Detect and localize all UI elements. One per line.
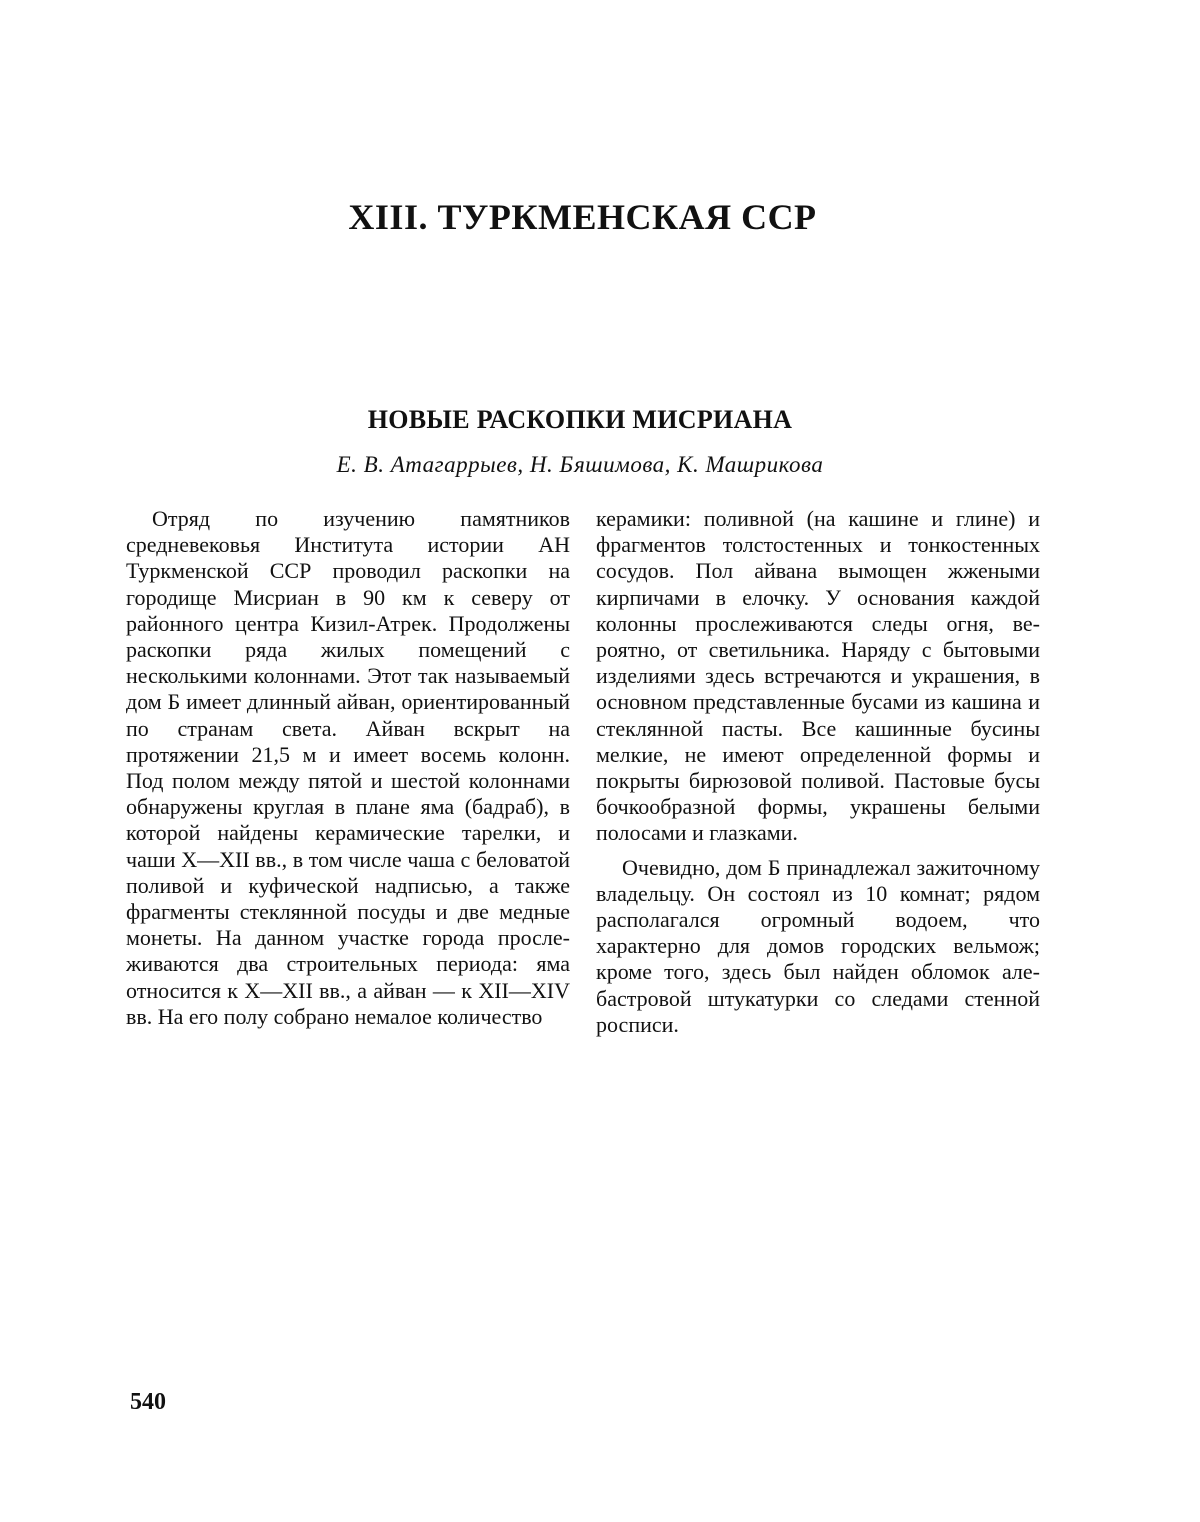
article-authors: Е. В. Атагаррыев, Н. Бяшимова, К. Машрикова: [336, 452, 824, 477]
text-column-left: [126, 506, 570, 1030]
paragraph: Очевидно, дом Б принадлежал зажиточному владельцу. Он состоял из 10 комнат; рядом располагался огромный водоем, что характерно для домов городских вельмож; кроме того, здесь был найден обломок алебастровой штукатурки со следами стенной росписи.: [596, 854, 1040, 1037]
paragraph: керамики: поливной (на кашине и глине) и фрагментов толстостенных и тонкостенных сосудов. Пол айвана вымощен жжеными кирпичами в елочку. У основания каждой колонны прослеживаются следы огня, вероятно, от светильника. Наряду с бытовыми изделиями здесь встречаются и украшения, в основном представленные бусами из кашина и стеклянной пасты. Все кашинные бусины мелкие, не имеют определенной формы и покрыты бирюзовой поливой. Пастовые бусы бочкообразной формы, украшены белыми полосами и глазками.: [596, 506, 1040, 846]
text-column-right: [596, 506, 1040, 1038]
page-number: 540: [130, 1389, 166, 1415]
section-title: XIII. ТУРКМЕНСКАЯ ССР: [348, 197, 817, 237]
article-title: НОВЫЕ РАСКОПКИ МИСРИАНА: [367, 405, 793, 434]
paragraph: Отряд по изучению памятников средневековья Института истории АН Туркменской ССР проводил раскопки на городище Мисриан в 90 км к северу от районного центра Кизил-Атрек. Продолжены раскопки ряда жилых помещений с несколькими колоннами. Этот так называемый дом Б имеет длинный айван, ориентированный по странам света. Айван вскрыт на протяжении 21,5 м и имеет восемь колонн. Под полом между пятой и шестой колоннами обнаружены круглая в плане яма (бадраб), в которой найдены керамические тарелки, и чаши X—XII вв., в том числе чаша с беловатой поливой и куфической надписью, а также фрагменты стеклянной посуды и две медные монеты. На данном участке города прослеживаются два строительных периода: яма относится к X—XII вв., а айван — к XII—XIV вв. На его полу собрано немалое количество: [126, 506, 570, 1029]
